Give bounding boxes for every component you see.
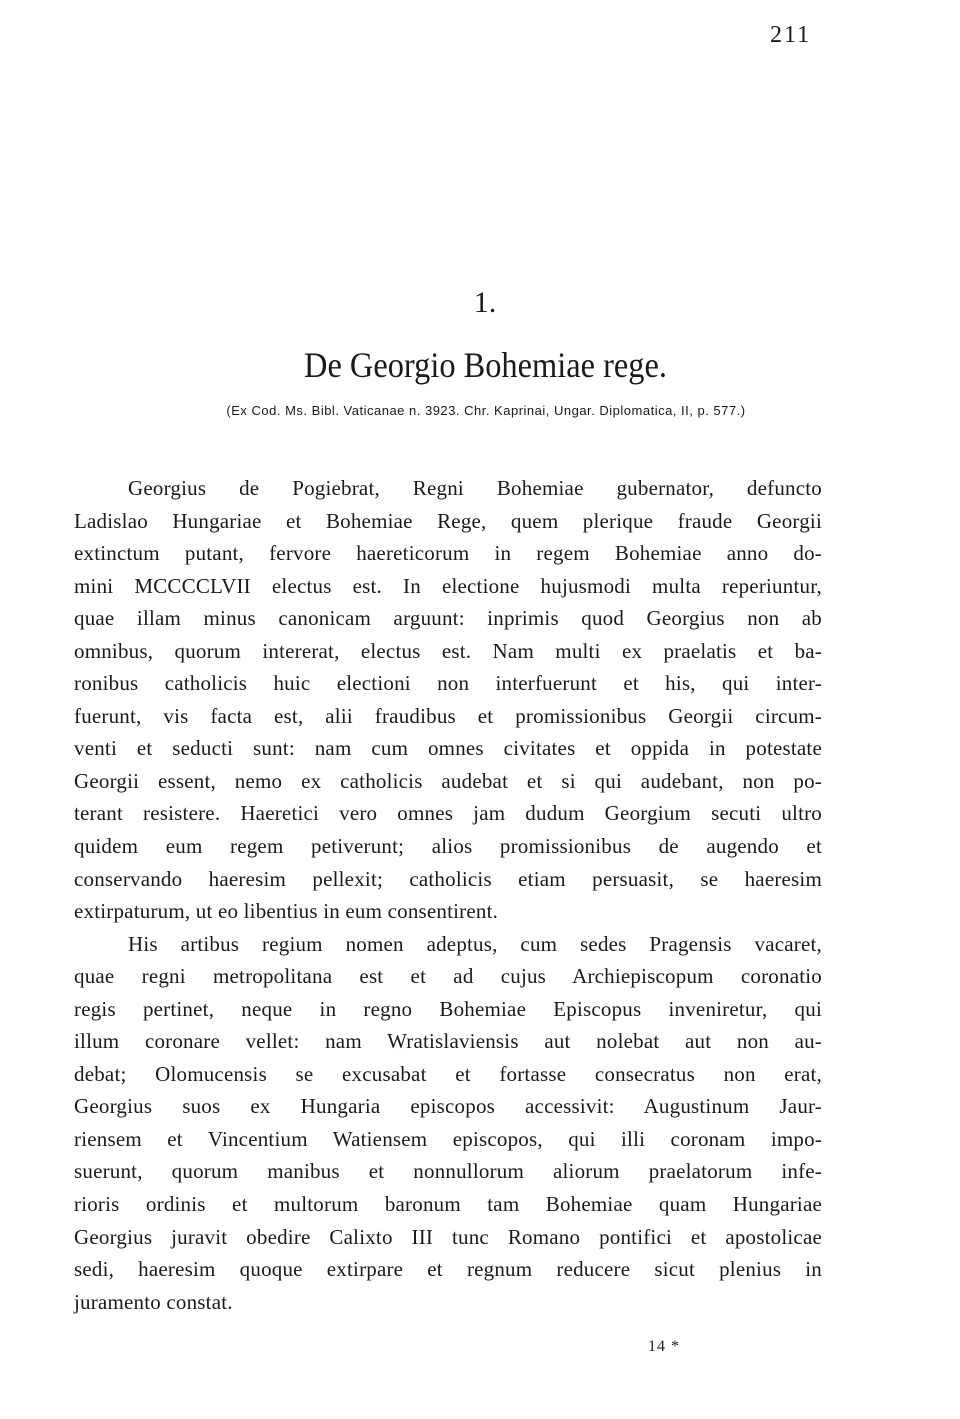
text-line: Georgius de Pogiebrat, Regni Bohemiae gubernator, defuncto bbox=[128, 476, 822, 500]
paragraph bbox=[74, 928, 822, 1319]
text-line: extirpaturum, ut eo libentius in eum consentirent. bbox=[74, 899, 499, 924]
text-line: conservando haeresim pellexit; catholicis etiam persuasit, se haeresim bbox=[74, 866, 822, 891]
text-line: quidem eum regem petiverunt; alios promissionibus de augendo et bbox=[74, 834, 822, 859]
text-line: extinctum putant, fervore haereticorum in regem Bohemiae anno do- bbox=[74, 541, 822, 566]
text-line: Ladislao Hungariae et Bohemiae Rege, quem plerique fraude Georgii bbox=[74, 508, 822, 533]
text-line: sedi, haeresim quoque extirpare et regnum reducere sicut plenius in bbox=[74, 1257, 822, 1282]
text-line: riensem et Vincentium Watiensem episcopos, qui illi coronam impo- bbox=[74, 1126, 822, 1151]
text-line: Georgii essent, nemo ex catholicis audebat et si qui audebant, non po- bbox=[74, 768, 822, 793]
text-line: omnibus, quorum intererat, electus est. Nam multi ex praelatis et ba- bbox=[74, 638, 822, 663]
document-title: De Georgio Bohemiae rege. bbox=[304, 345, 667, 385]
text-line: mini MCCCCLVII electus est. In electione hujusmodi multa reperiuntur, bbox=[74, 573, 822, 598]
source-citation: (Ex Cod. Ms. Bibl. Vaticanae n. 3923. Chr. Kaprinai, Ungar. Diplomatica, II, p. 577.) bbox=[226, 403, 746, 418]
text-line: debat; Olomucensis se excusabat et fortasse consecratus non erat, bbox=[74, 1061, 822, 1086]
text-line: terant resistere. Haeretici vero omnes jam dudum Georgium secuti ultro bbox=[74, 801, 822, 826]
text-line: fuerunt, vis facta est, alii fraudibus et promissionibus Georgii circum- bbox=[74, 703, 822, 728]
text-line: venti et seducti sunt: nam cum omnes civitates et oppida in potestate bbox=[74, 736, 822, 761]
text-line: Georgius suos ex Hungaria episcopos accessivit: Augustinum Jaur- bbox=[74, 1094, 822, 1119]
body-text bbox=[74, 472, 822, 1318]
text-line: quae regni metropolitana est et ad cujus Archiepiscopum coronatio bbox=[74, 964, 822, 989]
signature-mark: 14 * bbox=[648, 1338, 680, 1355]
text-line: quae illam minus canonicam arguunt: inprimis quod Georgius non ab bbox=[74, 606, 822, 631]
text-line: ronibus catholicis huic electioni non interfuerunt et his, qui inter- bbox=[74, 671, 822, 696]
text-line: His artibus regium nomen adeptus, cum sedes Pragensis vacaret, bbox=[128, 931, 822, 956]
text-line: illum coronare vellet: nam Wratislaviensis aut nolebat aut non au- bbox=[74, 1029, 822, 1054]
text-line: Georgius juravit obedire Calixto III tunc Romano pontifici et apostolicae bbox=[74, 1224, 822, 1249]
text-line: rioris ordinis et multorum baronum tam Bohemiae quam Hungariae bbox=[74, 1192, 822, 1217]
paragraph bbox=[74, 472, 822, 928]
text-line: suerunt, quorum manibus et nonnullorum aliorum praelatorum infe- bbox=[74, 1159, 822, 1184]
page-number: 211 bbox=[770, 22, 812, 48]
section-number: 1. bbox=[473, 286, 497, 319]
text-line: regis pertinet, neque in regno Bohemiae Episcopus inveniretur, qui bbox=[74, 996, 822, 1021]
text-line: juramento constat. bbox=[74, 1289, 233, 1314]
